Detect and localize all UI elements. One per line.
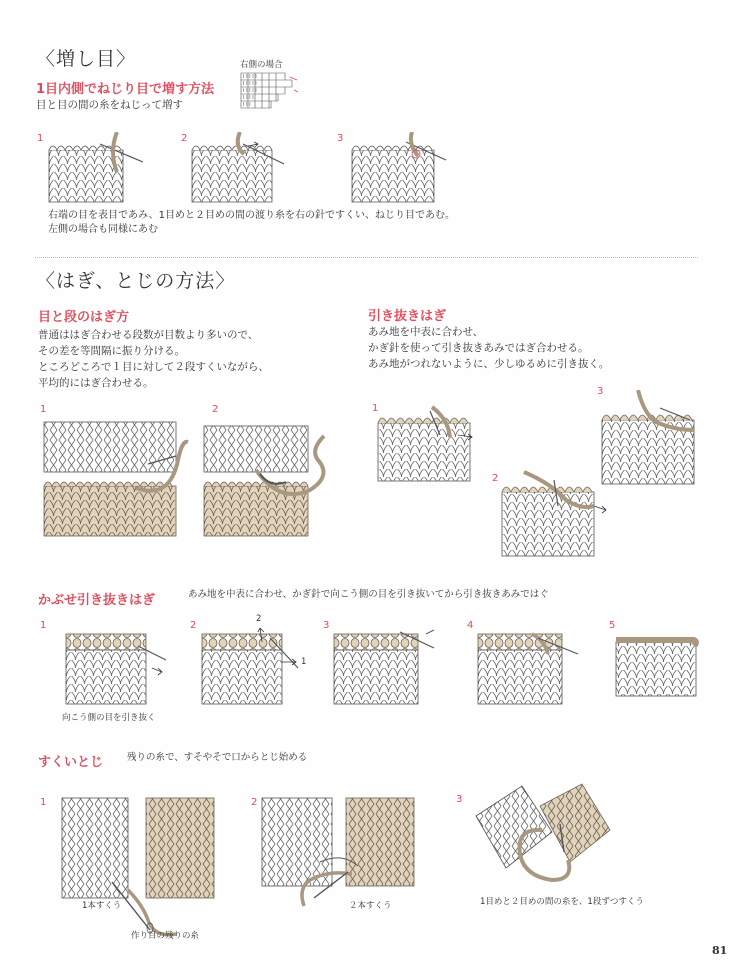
covered-desc: あみ地を中表に合わせ、かぎ針で向こう側の目を引き抜いてから引き抜きあみではぐ: [188, 589, 549, 600]
right-side-label: 右側の場合: [240, 60, 283, 70]
covered-step4-illustration: [474, 628, 584, 706]
increase-step3-illustration: [348, 132, 448, 204]
rows-stitches-line: ところどころで１目に対して２段すくいながら、: [38, 361, 269, 373]
mattress-step-number: 1: [40, 797, 47, 808]
page-number: 81: [712, 944, 728, 957]
svg-text:I I I I I: I I I I I: [243, 74, 257, 80]
covered-step-number: 2: [190, 620, 197, 631]
seaming-heading: 〈はぎ、とじの方法〉: [36, 270, 236, 292]
rows-stitches-step1-illustration: [40, 420, 200, 540]
slip-stitch-step-number: 3: [597, 386, 604, 397]
slip-stitch-step-number: 2: [492, 473, 499, 484]
slip-stitch-line: あみ地を中表に合わせ、: [368, 326, 484, 338]
mattress-step3-illustration: [466, 776, 616, 891]
covered-step5-illustration: [614, 630, 700, 700]
increase-step2-illustration: [188, 132, 288, 204]
slip-stitch-step-number: 1: [372, 403, 379, 414]
increase-desc-line1: 右端の目を表目であみ、1目めと２目めの間の渡り糸を右の針ですくい、ねじり目であむ。: [48, 210, 455, 221]
rows-stitches-step-number: 2: [212, 404, 219, 415]
covered-arrow-label: 1: [301, 657, 307, 667]
svg-text:I I I I I: I I I I I: [243, 88, 257, 94]
rows-stitches-step2-illustration: [200, 420, 360, 540]
mattress-caption: 1本すくう: [82, 901, 122, 911]
rows-stitches-line: その差を等間隔に振り分ける。: [38, 345, 185, 357]
covered-title: かぶせ引き抜きはぎ: [38, 593, 156, 608]
increase-step-number: 2: [181, 133, 188, 144]
increase-chart-icon: [240, 72, 300, 112]
increase-step-number: 1: [37, 133, 44, 144]
covered-caption: 向こう側の目を引き抜く: [62, 713, 156, 723]
mattress-step1-illustration: [58, 794, 228, 944]
increase-heading: 〈増し目〉: [36, 48, 137, 70]
increase-step-number: 3: [337, 133, 344, 144]
section-divider: [35, 257, 698, 258]
covered-arrow-label: 2: [256, 614, 262, 624]
mattress-caption: ２本すくう: [349, 901, 392, 911]
mattress-title: すくいとじ: [38, 755, 104, 770]
covered-step3-illustration: [330, 628, 440, 706]
covered-step-number: 4: [467, 620, 474, 631]
mattress-caption: 作り目の残りの糸: [131, 931, 200, 941]
rows-stitches-line: 普通ははぎ合わせる段数が目数より多いので、: [38, 329, 259, 341]
slip-stitch-step2-illustration: [494, 470, 614, 560]
svg-text:I I I I I: I I I I I: [243, 81, 257, 87]
svg-text:I I I: I I I: [243, 102, 251, 108]
slip-stitch-step1-illustration: [370, 405, 490, 485]
increase-desc-line2: 左側の場合も同様にあむ: [48, 224, 158, 235]
covered-step1-illustration: [62, 628, 172, 706]
covered-step2-illustration: [198, 628, 308, 706]
covered-step-number: 1: [40, 620, 47, 631]
rows-stitches-title: 目と段のはぎ方: [38, 310, 130, 325]
covered-step-number: 3: [323, 620, 330, 631]
increase-step1-illustration: [45, 132, 145, 204]
mattress-step-number: 2: [251, 797, 258, 808]
covered-step-number: 5: [609, 620, 616, 631]
slip-stitch-line: かぎ針を使って引き抜きあみではぎ合わせる。: [368, 342, 589, 354]
slip-stitch-title: 引き抜きはぎ: [368, 309, 447, 324]
mattress-step-number: 3: [456, 794, 463, 805]
increase-subheading: 1目内側でねじり目で増す方法: [36, 82, 215, 97]
slip-stitch-line: あみ地がつれないように、少しゆるめに引き抜く。: [368, 358, 610, 370]
increase-lead: 目と目の間の糸をねじって増す: [36, 99, 183, 111]
mattress-caption: 1目めと２目めの間の糸を、1段ずつすくう: [480, 897, 644, 907]
svg-text:I I I I: I I I I: [243, 95, 254, 101]
mattress-step2-illustration: [258, 794, 428, 914]
slip-stitch-step3-illustration: [598, 390, 708, 490]
rows-stitches-line: 平均的にはぎ合わせる。: [38, 377, 154, 389]
mattress-desc: 残りの糸で、すそやそで口からとじ始める: [127, 752, 308, 763]
rows-stitches-step-number: 1: [40, 404, 47, 415]
